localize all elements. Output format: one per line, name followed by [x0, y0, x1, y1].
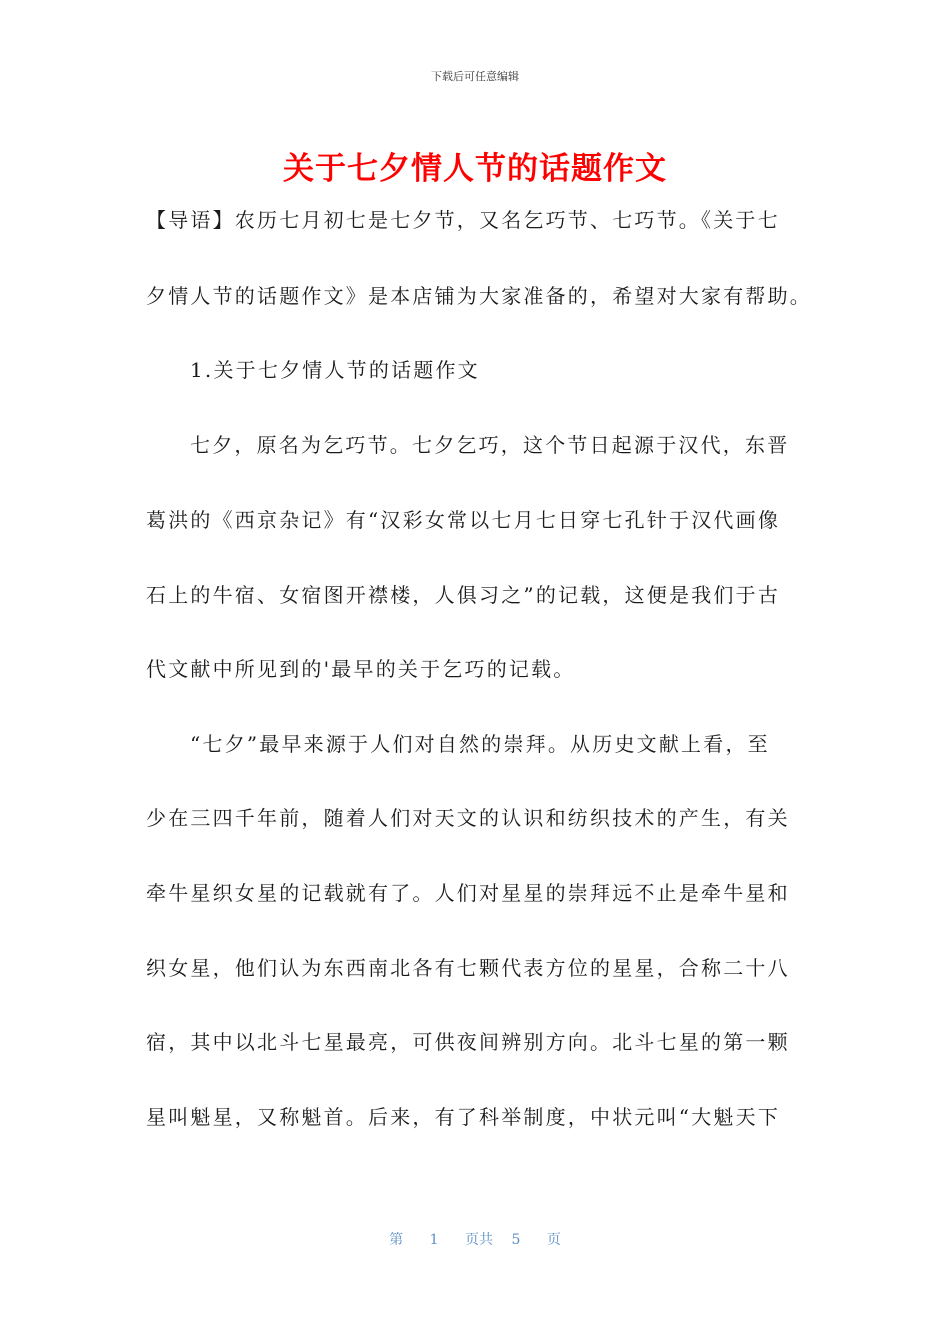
footer-page-prefix: 第	[389, 1232, 404, 1248]
body-line: “七夕”最早来源于人们对自然的崇拜。从历史文献上看，至	[190, 732, 770, 756]
footer-page-middle: 页共	[465, 1232, 493, 1248]
body-line: 夕情人节的话题作文》是本店铺为大家准备的，希望对大家有帮助。	[146, 284, 812, 308]
page-footer	[0, 1229, 950, 1249]
body-line: 少在三四千年前，随着人们对天文的认识和纺织技术的产生，有关	[146, 806, 790, 830]
section-heading: 1.关于七夕情人节的话题作文	[190, 358, 480, 382]
body-line: 代文献中所见到的'最早的关于乞巧的记载。	[146, 657, 576, 681]
body-line: 葛洪的《西京杂记》有“汉彩女常以七月七日穿七孔针于汉代画像	[146, 508, 781, 532]
body-line: 【导语】农历七月初七是七夕节，又名乞巧节、七巧节。《关于七	[146, 208, 780, 232]
header-note: 下载后可任意编辑	[431, 70, 519, 83]
body-line: 宿，其中以北斗七星最亮，可供夜间辨别方向。北斗七星的第一颗	[146, 1030, 790, 1054]
body-line: 织女星，他们认为东西南北各有七颗代表方位的星星，合称二十八	[146, 956, 790, 980]
body-line: 七夕，原名为乞巧节。七夕乞巧，这个节日起源于汉代，东晋	[190, 433, 790, 457]
footer-page-total: 5	[511, 1232, 521, 1248]
body-line: 星叫魁星，又称魁首。后来，有了科举制度，中状元叫“大魁天下	[146, 1105, 781, 1129]
footer-page-suffix: 页	[546, 1232, 561, 1248]
body-line: 石上的牛宿、女宿图开襟楼，人俱习之”的记载，这便是我们于古	[146, 583, 781, 607]
body-line: 牵牛星织女星的记载就有了。人们对星星的崇拜远不止是牵牛星和	[146, 881, 790, 905]
document-title: 关于七夕情人节的话题作文	[283, 151, 667, 187]
footer-page-current: 1	[429, 1232, 439, 1248]
